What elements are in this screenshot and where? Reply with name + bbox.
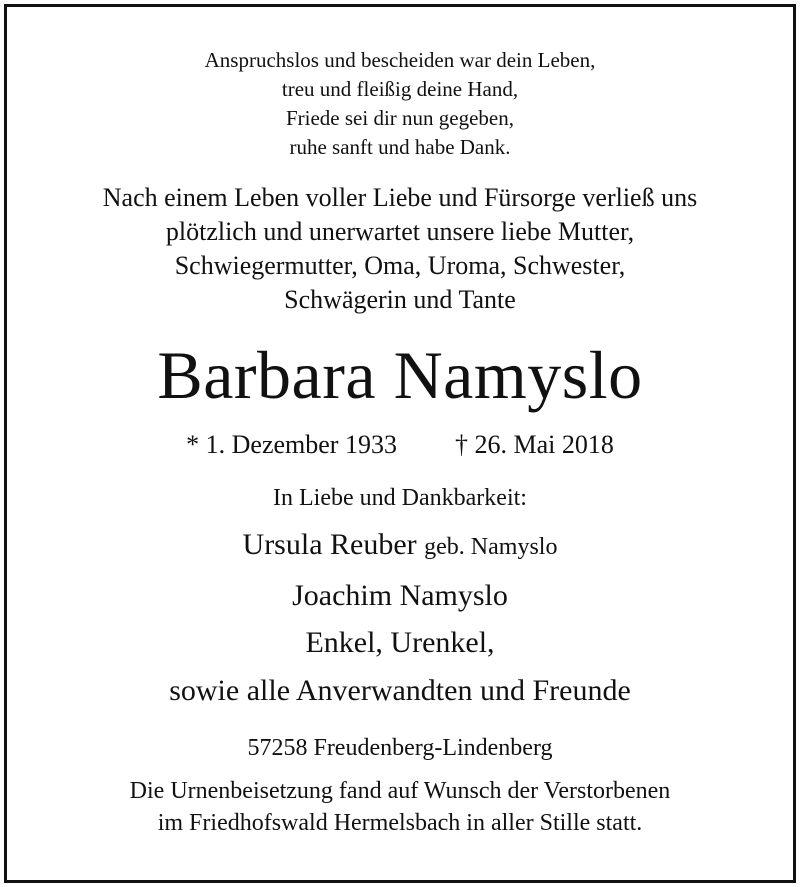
poem-line: ruhe sanft und habe Dank. <box>289 135 511 159</box>
birth-date: * 1. Dezember 1933 <box>186 430 397 459</box>
closing-line: im Friedhofswald Hermelsbach in aller Stille statt. <box>157 810 643 836</box>
mourner-second: Joachim Namyslo <box>292 579 508 612</box>
mourner-first <box>0 525 800 567</box>
residence-place: 57258 Freudenberg-Lindenberg <box>247 735 553 761</box>
closing-note <box>0 775 800 839</box>
announcement-line: plötzlich und unerwartet unsere liebe Mutter, <box>165 217 635 246</box>
mourner-first-nee: geb. Namyslo <box>424 534 558 560</box>
poem-line: Anspruchslos und bescheiden war dein Leben, <box>204 48 596 72</box>
poem-line: treu und fleißig deine Hand, <box>281 77 519 101</box>
closing-line: Die Urnenbeisetzung fand auf Wunsch der Verstorbenen <box>129 778 671 804</box>
death-date: † 26. Mai 2018 <box>454 430 614 459</box>
poem-line: Friede sei dir nun gegeben, <box>285 106 515 130</box>
mourner-third: Enkel, Urenkel, <box>305 626 495 659</box>
announcement-text <box>0 181 800 317</box>
announcement-line: Schwägerin und Tante <box>284 285 516 314</box>
mourner-first-name: Ursula Reuber <box>242 528 417 561</box>
announcement-line: Nach einem Leben voller Liebe und Fürsorge verließ uns <box>102 183 698 212</box>
mourner-fourth: sowie alle Anverwandten und Freunde <box>169 674 631 707</box>
memorial-poem <box>0 46 800 162</box>
deceased-name: Barbara Namyslo <box>157 337 643 413</box>
mourners-heading: In Liebe und Dankbarkeit: <box>273 485 527 511</box>
life-dates <box>0 428 800 462</box>
announcement-line: Schwiegermutter, Oma, Uroma, Schwester, <box>174 251 626 280</box>
